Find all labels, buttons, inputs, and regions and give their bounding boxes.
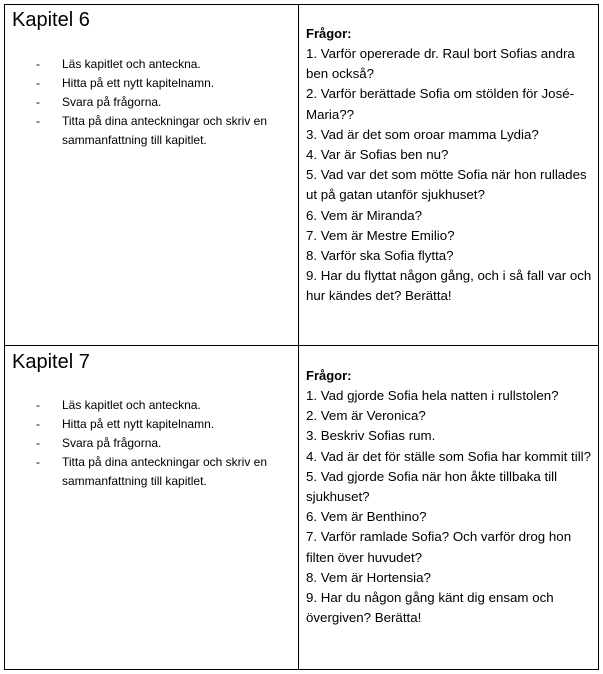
questions-heading: Frågor: [306, 368, 352, 383]
task-list [36, 396, 294, 491]
question-item: 6. Vem är Benthino? [306, 509, 427, 525]
question-item: 7. Vem är Mestre Emilio? [306, 227, 455, 243]
task-item: - Svara på frågorna. [36, 434, 294, 453]
task-item: - Läs kapitlet och anteckna. [36, 55, 294, 74]
chapter-title: Kapitel 7 [12, 351, 90, 373]
question-item: 6. Vem är Miranda? [306, 207, 423, 223]
task-item: - Läs kapitlet och anteckna. [36, 396, 294, 415]
question-list [306, 386, 594, 628]
question-item: 7. Varför ramlade Sofia? Och varför drog hon filten över huvudet? [306, 529, 572, 565]
question-item: 8. Vem är Hortensia? [306, 569, 431, 585]
question-item: 5. Vad gjorde Sofia när hon åkte tillbaka till sjukhuset? [306, 468, 558, 505]
question-item: 8. Varför ska Sofia flytta? [306, 248, 454, 264]
table-border-bottom [4, 669, 599, 670]
task-item: - Svara på frågorna. [36, 93, 294, 112]
question-item: 2. Vem är Veronica? [306, 408, 426, 424]
question-item: 1. Varför opererade dr. Raul bort Sofias andra ben också? [306, 46, 575, 82]
table-border-middle [4, 345, 599, 346]
question-item: 4. Var är Sofias ben nu? [306, 147, 449, 163]
task-item: - Hitta på ett nytt kapitelnamn. [36, 74, 294, 93]
task-list [36, 55, 294, 150]
table-border-top [4, 4, 599, 5]
question-item: 4. Vad är det för ställe som Sofia har kommit till? [306, 448, 592, 464]
task-item: - Titta på dina anteckningar och skriv en sammanfattning till kapitlet. [36, 112, 294, 150]
task-item: - Hitta på ett nytt kapitelnamn. [36, 415, 294, 434]
table-border-left [4, 4, 5, 670]
question-item: 3. Vad är det som oroar mamma Lydia? [306, 126, 539, 142]
table-border-center [298, 4, 299, 670]
question-item: 2. Varför berättade Sofia om stölden för José-Maria?? [306, 86, 575, 122]
question-item: 1. Vad gjorde Sofia hela natten i rullstolen? [306, 388, 559, 403]
task-item: - Titta på dina anteckningar och skriv en sammanfattning till kapitlet. [36, 453, 294, 491]
chapter-title: Kapitel 6 [12, 9, 90, 31]
question-item: 9. Har du flyttat någon gång, och i så fall var och hur kändes det? Berätta! [306, 268, 592, 304]
question-list [306, 44, 594, 307]
question-item: 5. Vad var det som mötte Sofia när hon rullades ut på gatan utanför sjukhuset? [306, 167, 587, 203]
table-border-right [598, 4, 599, 670]
questions-heading: Frågor: [306, 26, 352, 41]
question-item: 9. Har du någon gång känt dig ensam och övergiven? Berätta! [306, 590, 554, 626]
question-item: 3. Beskriv Sofias rum. [306, 428, 436, 444]
